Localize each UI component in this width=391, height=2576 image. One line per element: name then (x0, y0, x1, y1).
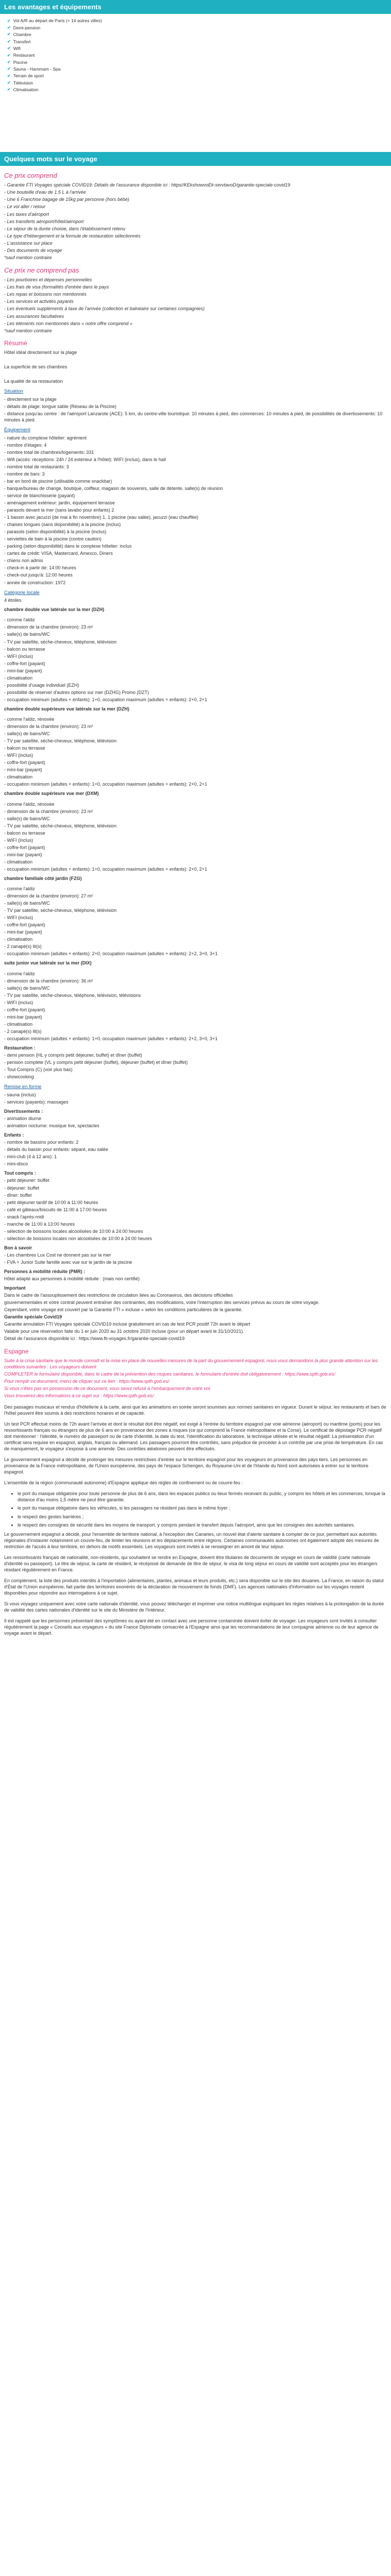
equipement-item: - parking (selon disponibilité) dans le complexe hôtelier: inclus (4, 544, 132, 549)
room-detail: - mini-bar (payant) (4, 767, 42, 773)
equipement-list (4, 435, 387, 586)
room-detail: - dimension de la chambre (environ): 36 m² (4, 978, 93, 984)
room-detail: - coffre-fort (payant) (4, 1007, 45, 1012)
check-icon: ✔ (7, 32, 11, 37)
avantage-label: Climatisation (13, 87, 39, 93)
pmr-text: Hôtel adapté aux personnes à mobilité réduite : (mais non certifié) (4, 1276, 140, 1282)
avantage-item (7, 53, 391, 58)
divertissement-item: - animation nocturne: musique live, spectacles (4, 1123, 100, 1129)
prix-ne-comprend-pas-list (4, 277, 387, 333)
espagne-alert-line: Pour remplir ce document, merci de cliquer sur ce lien : https://www.spth.gob.es/ (4, 1378, 170, 1384)
espagne-alert-line: Suite à la crise sanitaire que le monde connaît et la mise en place de nouvelles mesures de la part du gouvernement espagnol, nous vous demandons la plus grande attention sur les conditions suivantes : Les voyageurs doivent (4, 1358, 378, 1369)
room-detail: - dimension de la chambre (environ): 23 m² (4, 724, 93, 730)
divertissements-heading: Divertissements : (4, 1109, 43, 1114)
comprend-item: *sauf mention contraire (4, 255, 52, 260)
room-detail: - WIFI (inclus) (4, 837, 33, 843)
room-title: suite junior vue latérale sur la mer (DIX) (4, 960, 92, 966)
room-detail: - coffre-fort (payant) (4, 922, 45, 928)
espagne-bullet: • le port du masque obligatoire pour toute personne de plus de 6 ans, dans les espaces publics ou lieux fermés recevant du public, y compris les hôtels et les commerces, lorsque la distance d'au moins 1,5 mètre ne peut être garantie. (18, 1490, 387, 1503)
equipement-item: - chiens non admis (4, 558, 43, 564)
room-detail: - climatisation (4, 675, 33, 681)
espagne-alert-line: COMPLETER le formulaire disponible, dans le cadre de la prévention des risques sanitaires, le formulaire d'entrée doit obligatoirement : https://www.spth.gob.es/ (4, 1371, 335, 1377)
remise-item: - services (payants): massages (4, 1099, 69, 1105)
room-detail: - climatisation (4, 937, 33, 942)
tout-compris-item: - sélection de boissons locales non alcoolisées de 10:00 à 24:00 heures (4, 1235, 152, 1241)
prix-comprend-list (4, 182, 387, 261)
espagne-paragraph: En complément, la liste des produits interdits à l'importation (alimentaires, plantes, animaux et leurs produits, etc.) sera disponible sur le site des douanes. La France, en raison du statut d'État de l'Union européenne, fait partie des territoires exonérés de la déclaration de mouvement de fonds (DMF). Les agences nationales d'information sur les voyages restent disponibles pour répondre aux interrogations à ce sujet. (4, 1578, 384, 1596)
ne-comprend-item: - Les pourboires et dépenses personnelles (4, 277, 92, 283)
divertissements-list (4, 1115, 387, 1129)
avantage-label: Wifi (13, 45, 21, 51)
room-detail: - climatisation (4, 859, 33, 865)
avantage-label: Sauna - Hammam - Spa (13, 66, 61, 72)
room-block (4, 875, 387, 957)
espagne-bullet: • le respect des consignes de sécurité dans les moyens de transport, y compris pendant le transfert depuis l'aéroport, ainsi que les consignes des autorités sanitaires. (18, 1522, 387, 1528)
comprend-item: - Le séjour de la durée choisie, dans l'établissement retenu (4, 226, 125, 231)
comprend-item: - Le vol aller / retour (4, 204, 46, 210)
enfants-heading: Enfants : (4, 1132, 24, 1138)
room-detail: - 2 canapé(s) lit(s) (4, 1028, 42, 1034)
tout-compris-item: - petit déjeuner: buffet (4, 1178, 50, 1183)
espagne-alert-line: Si vous n'êtes pas en possession de ce document, vous serez refusé à l'embarquement de votre vol. (4, 1385, 211, 1391)
avantage-item (7, 46, 391, 52)
restauration-item: - Tout Compris (C) (voir plus bas) (4, 1067, 73, 1073)
room-detail: - coffre-fort (payant) (4, 660, 45, 666)
resume-line: La qualité de sa restauration (4, 378, 63, 384)
room-detail: - WIFI (inclus) (4, 753, 33, 758)
bon-a-savoir-list (4, 1252, 387, 1265)
avantage-label: Transfert (13, 39, 31, 44)
avantage-item (7, 80, 391, 86)
ne-comprend-item: - Les éléments non mentionnés dans « notre offre comprend » (4, 320, 133, 326)
equipement-item: - parasols (selon disponibilité) à la piscine (inclus) (4, 529, 107, 535)
room-detail: - comme l'aldiz (4, 971, 35, 976)
avantage-item (7, 73, 391, 79)
room-title: chambre double supérieure vue mer (DXM) (4, 791, 99, 796)
room-detail: - occupation minimum (adultes + enfants): 1+0, occupation maximum (adultes + enfants): 2+0, 2+1 (4, 866, 207, 872)
restauration-list (4, 1052, 387, 1080)
section-title-avantages: Les avantages et équipements (0, 0, 391, 14)
room-detail: - occupation minimum (adultes + enfants): 1+0, occupation maximum (adultes + enfants): 2+2, 3+0, 3+1 (4, 1036, 218, 1041)
espagne-paragraph: Si vous voyagez uniquement avec votre carte nationale d'identité, vous pouvez télécharger et imprimer une notice multilingue expliquant les règles relatives à la prolongation de la durée de validité des cartes nationales d'identité sur le site du Ministère de l'Intérieur. (4, 1601, 384, 1613)
situation-heading: Situation (4, 388, 23, 394)
equipement-item: - 1 bassin avec jacuzzi (de mai à fin novembre) 1, 1 piscine (eau salée), jacuzzi (eau chauffée) (4, 515, 199, 520)
espagne-paragraph: Les ressortissants français de nationalité, non-résidents, qui souhaitent se rendre en Espagne, doivent être titulaires de documents de voyage en cours de validité (carte nationale d'identité ou passeport). Le titre de séjour, la carte de résident, le récépissé de demande de titre de séjour, le visa de long séjour en cours de validité sont acceptés pour les étrangers résidant régulièrement en France. (4, 1554, 378, 1572)
espagne-bullet: • le port du masque obligatoire dans les véhicules, si les passagers ne résident pas dans le même foyer ; (18, 1505, 387, 1511)
tout-compris-item: - snack l'après-midi (4, 1214, 44, 1219)
check-icon: ✔ (7, 39, 11, 44)
enfants-item: - mini-club (4 à 12 ans): 1 (4, 1154, 57, 1160)
bon-item: - Les chambres Lux Cost ne donnent pas sur la mer (4, 1252, 111, 1258)
equipement-item: - bar en bord de piscine (utilisable comme snackbar) (4, 478, 112, 484)
room-detail: - climatisation (4, 774, 33, 780)
room-detail: - dimension de la chambre (environ): 23 m² (4, 624, 93, 630)
room-detail: - salle(s) de bains/WC (4, 816, 50, 821)
ne-comprend-item: - Les éventuels suppléments à taxe de l'arrivée (collection et balnéaire sur certaines compagnies) (4, 306, 205, 312)
categorie-value: 4 étoiles (4, 598, 22, 603)
avantage-item (7, 66, 391, 72)
resume-heading: Résumé (4, 339, 27, 347)
enfants-item: - détails du bassin pour enfants: séparé, eau salée (4, 1147, 108, 1153)
avantage-item (7, 87, 391, 93)
avantage-label: Piscine (13, 59, 28, 65)
check-icon: ✔ (7, 66, 11, 72)
enfants-list (4, 1139, 387, 1167)
espagne-heading: Espagne (4, 1347, 29, 1355)
comprend-item: - Les taxes d'aéroport (4, 211, 49, 217)
ne-comprend-item: *sauf mention contraire (4, 328, 52, 333)
room-title: chambre double supérieure vue latérale sur la mer (DZH) (4, 706, 129, 711)
resume-line (4, 371, 387, 377)
espagne-paragraph: L'ensemble de la région (communauté autonome) d'Espagne applique des règles de confinement ou de couvre-feu : (4, 1480, 243, 1486)
espagne-paragraph: Le gouvernement espagnol a décidé de prolonger les mesures restrictives d'entrée sur le territoire espagnol pour les voyageurs en provenance des pays tiers. Les personnes en provenance de la France métropolitaine, de l'Union européenne, des pays de l'espace Schengen, du Royaume-Uni et de l'Irlande du Nord sont autorisées à entrer sur le territoire espagnol. (4, 1457, 369, 1475)
section-title-voyage: Quelques mots sur le voyage (0, 152, 391, 166)
avantage-label: Télévision (13, 80, 33, 86)
avantage-label: Chambre (13, 32, 31, 38)
equipement-item: - nombre total de chambres/logements: 331 (4, 449, 94, 455)
important-heading: Important (4, 1285, 26, 1291)
equipement-item: - nombre d'étages: 4 (4, 442, 47, 448)
room-detail: - coffre-fort (payant) (4, 760, 45, 766)
espagne-after (4, 1531, 387, 1637)
room-detail: - TV par satellite, sèche-cheveux, téléphone, télévision, télévisions (4, 992, 141, 998)
pmr-heading: Personnes à mobilité réduite (PMR) : (4, 1269, 86, 1275)
tout-compris-item: - café et gâteaux/biscuits de 11:00 à 17:00 heures (4, 1207, 107, 1212)
room-detail: - mini-bar (payant) (4, 929, 42, 935)
equipement-item: - nature du complexe hôtelier: agrément (4, 435, 87, 440)
room-detail: - TV par satellite, sèche-cheveux, téléphone, télévision (4, 908, 117, 913)
ne-comprend-item: - Les frais de visa (formalités d'entrée dans le pays (4, 284, 109, 290)
espagne-paragraph: Il est rappelé que les personnes présentant des symptômes ou ayant été en contact avec une personne contaminée doivent éviter de voyager. Les voyageurs sont invités à consulter régulièrement la page « Conseils aux voyageurs » du site France Diplomatie consacrée à l'Espagne ainsi que les recommandations de leur compagnie aérienne ou de leur agence de voyage avant le départ. (4, 1618, 379, 1636)
restauration-heading: Restauration : (4, 1045, 36, 1050)
equipement-item: - serviettes de bain à la piscine (contre caution) (4, 536, 102, 542)
room-detail: - comme l'aldiz (4, 617, 35, 623)
ne-comprend-item: - Les repas et boissons non mentionnés (4, 292, 87, 297)
check-icon: ✔ (7, 87, 11, 92)
room-detail: - salle(s) de bains/WC (4, 632, 50, 637)
room-block (4, 960, 387, 1042)
equipement-item: - Wifi (accès: réceptions: 24h / 24 extérieur à l'hôtel): WIFI (inclus), dans le hall (4, 456, 166, 462)
avantage-label: Terrain de sport (13, 73, 44, 79)
important-item: Valable pour une réservation faite du 1 er juin 2020 au 31 octobre 2020 incluse (pour un départ avant le 31/10/2021). (4, 1329, 245, 1334)
equipement-heading: Équipement (4, 427, 30, 433)
room-detail: - salle(s) de bains/WC (4, 731, 50, 737)
room-detail: - possibilité d'usage individuel (EZH) (4, 682, 79, 688)
room-detail: - mini-bar (payant) (4, 1014, 42, 1020)
room-detail: - WIFI (inclus) (4, 999, 33, 1005)
prix-comprend-heading: Ce prix comprend (4, 171, 57, 179)
check-icon: ✔ (7, 59, 11, 64)
equipement-item: - année de construction: 1972 (4, 580, 66, 585)
important-item: Détail de l'assurance disponible ici : https://www.fti-voyages.fr/garantie-speciale-covid19 (4, 1336, 185, 1342)
tout-compris-item: - manche de 11:00 à 13:00 heures (4, 1221, 75, 1227)
important-item: gouvernementales et votre contrat peuvent entraîner des contraintes, des modifications, voire l'interruption des services prévus au cours de votre voyage. (4, 1300, 320, 1306)
room-title: chambre familiale côté jardin (FZG) (4, 875, 82, 881)
bon-a-savoir-heading: Bon à savoir (4, 1245, 32, 1250)
comprend-item: - Une bouteille d'eau de 1.5 L à l'arrivée (4, 190, 86, 195)
comprend-item: - Les transferts aéroport/hôtel/aéroport (4, 218, 84, 224)
espagne-bullets (4, 1490, 387, 1528)
comprend-item: - Une 6 Franchise bagage de 15kg par personne (hors bébé) (4, 197, 129, 202)
room-detail: - balcon ou terrasse (4, 745, 45, 751)
equipement-item: - chaises longues (sans disponibilité) à la piscine (inclus) (4, 522, 121, 528)
room-block (4, 606, 387, 703)
avantage-item (7, 39, 391, 45)
room-detail: - comme l'aldiz, rénovée (4, 716, 55, 722)
check-icon: ✔ (7, 25, 11, 30)
tout-compris-item: - déjeuner: buffet (4, 1185, 39, 1191)
comprend-item: - Des documents de voyage (4, 247, 62, 253)
situation-item: - détails de plage: longue sable (Réseau de la Piscine) (4, 403, 117, 409)
rooms (4, 606, 387, 1042)
enfants-item: - mini-disco (4, 1161, 28, 1167)
room-title: chambre double vue latérale sur la mer (DZH) (4, 607, 105, 613)
avantage-label: Restaurant (13, 53, 35, 58)
situation-list (4, 396, 387, 423)
important-item: Cependant, votre voyage est couvert par la Garantie FTI « incluse » selon les conditions particulières de la garantie. (4, 1307, 243, 1313)
tout-compris-item: - petit déjeuner tardif de 10:00 à 11:00 heures (4, 1199, 98, 1205)
check-icon: ✔ (7, 18, 11, 23)
room-detail: - occupation minimum (adultes + enfants): 2+0, occupation maximum (adultes + enfants): 2+2, 3+0, 3+1 (4, 951, 218, 957)
equipement-item: - nombre de bars: 3 (4, 471, 45, 477)
espagne-text (4, 1404, 387, 1486)
equipement-item: - check-out jusqu'à: 12:00 heures (4, 572, 73, 578)
room-detail: - balcon ou terrasse (4, 646, 45, 652)
espagne-paragraph: Des passages musicaux et rendus d'hôtellerie à la carte, ainsi que les animations en soirée seront soumises aux normes sanitaires en vigueur. Durant le séjour, les restaurants et bars de l'hôtel peuvent être soumis à des restrictions horaires et de capacité. (4, 1404, 386, 1416)
situation-item: - distance jusqu'au centre : de l'aéroport Lanzarote (ACE): 5 km, du centre-ville touristique: 10 minutes à pied, des commerces: 10 minutes à pied, de possibilités de divertissements: 10 minutes à pied. (4, 411, 383, 422)
equipement-item: - parasols devant la mer (sans lavabo pour enfants) 2 (4, 507, 115, 513)
room-detail: - 2 canapé(s) lit(s) (4, 944, 42, 950)
remise-item: - sauna (inclus) (4, 1092, 36, 1097)
restauration-item: - pension complète (VL y compris petit déjeuner (buffet), déjeuner (buffet) et dîner (buffet) (4, 1060, 188, 1065)
room-detail: - salle(s) de bains/WC (4, 901, 50, 906)
important-item: Dans le cadre de l'assouplissement des restrictions de circulation liées au Coronavirus, des décisions officielles (4, 1293, 233, 1298)
important-item: Garantie annulation FTI Voyages spéciale COVID19 incluse gratuitement en cas de test PCR positif 72h avant le départ (4, 1321, 250, 1327)
room-detail: - coffre-fort (payant) (4, 844, 45, 850)
room-detail: - occupation minimum (adultes + enfants): 1+0, occupation maximum (adultes + enfants): 2+0, 2+1 (4, 782, 207, 787)
section-avantages (0, 0, 391, 93)
avantage-item (7, 25, 391, 31)
avantage-label: Demi-pension (13, 25, 41, 30)
check-icon: ✔ (7, 53, 11, 58)
room-detail: - TV par satellite, sèche-cheveux, téléphone, télévision (4, 639, 117, 645)
resume-line (4, 357, 387, 363)
resume-line: Hôtel idéal directement sur la plage (4, 349, 77, 355)
remise-en-forme-heading: Remise en forme (4, 1084, 42, 1090)
room-detail: - comme l'aldiz, rénovée (4, 801, 55, 807)
check-icon: ✔ (7, 73, 11, 78)
room-detail: - TV par satellite, sèche-cheveux, téléphone, télévision (4, 823, 117, 828)
room-block (4, 790, 387, 872)
room-detail: - salle(s) de bains/WC (4, 985, 50, 991)
tout-compris-item: - sélection de boissons locales alcoolisées de 10:00 à 24:00 heures (4, 1228, 143, 1234)
remise-en-forme-list (4, 1092, 387, 1105)
avantage-item (7, 18, 391, 24)
tout-compris-heading: Tout compris : (4, 1171, 36, 1176)
tout-compris-list (4, 1177, 387, 1241)
avantages-list (0, 18, 391, 93)
room-detail: - mini-bar (payant) (4, 852, 42, 857)
equipement-item: - nombre total de restaurants: 3 (4, 464, 69, 469)
restauration-item: - demi pension (HL y compris petit déjeuner, buffet) et dîner (buffet) (4, 1053, 142, 1058)
room-detail: - dimension de la chambre (environ): 27 m² (4, 893, 93, 899)
espagne-alert-line: Vous trouverez des informations à ce sujet sur : https://www.spth.gob.es/ (4, 1393, 154, 1398)
room-detail: - mini-bar (payant) (4, 668, 42, 673)
ne-comprend-item: - Les services et activités payants (4, 299, 74, 304)
room-block (4, 706, 387, 788)
espagne-paragraph: Le gouvernement espagnol a décidé, pour l'ensemble de territoire national, à l'exception des Canaries, un nouvel état d'alerte sanitaire à compter de ce jour, permettant aux autorités régionales d'instaurer notamment un couvre-feu, de limiter les réunions et les déplacements entre régions. Certaines communautés autonomes ont également adopté des mesures de restriction de l'accès à leur territoire, en dehors de motifs essentiels. Les voyageurs sont invités à se renseigner en amont de leur séjour. (4, 1531, 379, 1549)
comprend-item: - L'assistance sur place (4, 240, 53, 246)
room-detail: - climatisation (4, 1021, 33, 1027)
room-detail: - WIFI (inclus) (4, 915, 33, 921)
enfants-item: - nombre de bassins pour enfants: 2 (4, 1140, 79, 1145)
bon-item: - FVA + Junior Suite famille avec vue sur le jardin de la piscine (4, 1259, 133, 1265)
comprend-item: - Le type d'hébergement et la formule de restauration sélectionnés (4, 233, 141, 239)
equipement-item: - banque/bureau de change, boutique, coiffeur, magasin de souvenirs, salle de détente, salle(s) de réunion (4, 485, 223, 491)
tout-compris-item: - dîner: buffet (4, 1192, 32, 1198)
equipement-item: - cartes de crédit: VISA, Mastercard, Amexco, Diners (4, 551, 113, 556)
check-icon: ✔ (7, 80, 11, 86)
restauration-item: - showcooking (4, 1074, 34, 1080)
room-detail: - comme l'aldiz (4, 886, 35, 892)
categorie-heading: Catégorie locale (4, 589, 40, 596)
voyage-content (0, 171, 391, 1636)
prix-ne-comprend-pas-heading: Ce prix ne comprend pas (4, 266, 79, 274)
room-detail: - dimension de la chambre (environ): 23 m² (4, 808, 93, 814)
espagne-paragraph: Un test PCR effectué moins de 72h avant l'arrivée et dont le résultat doit être négatif, est exigé à l'entrée du territoire espagnol par voie aérienne (aéroport) ou maritime (ports) pour les ressortissants français ou étrangers de plus de 6 ans en provenance des zones à risques (ce qui comprend la France métropolitaine et la Corse). Le certificat de dépistage PCR négatif doit mentionner : l'identité, le numéro de passeport ou de carte d'identité, la date du test, l'identification du laboratoire, la technique utilisée et le résultat négatif. La présentation d'un certificat sera requise en espagnol, anglais, français ou allemand. Les passagers pourront être contrôlés, sans préjudice de procéder à un contrôle par une prise de température. En cas de manquement, le voyageur s'expose à une amende. Des contrôles aléatoires peuvent être effectués. (4, 1421, 383, 1452)
room-detail: - occupation minimum (adultes + enfants): 1+0, occupation maximum (adultes + enfants): 2+0, 2+1 (4, 697, 207, 702)
important-item: Garantie spéciale Covid19 (4, 1314, 62, 1320)
ne-comprend-item: - Les assurances facultatives (4, 313, 64, 319)
resume-line: La superficie de ses chambres (4, 364, 68, 369)
avantage-item (7, 32, 391, 38)
room-detail: - WIFI (inclus) (4, 653, 33, 659)
room-detail: - TV par satellite, sèche-cheveux, téléphone, télévision (4, 738, 117, 744)
espagne-pink-list (4, 1358, 387, 1399)
resume-list (4, 349, 387, 384)
situation-item: - directement sur la plage (4, 396, 57, 402)
important-list (4, 1292, 387, 1342)
room-detail: - balcon ou terrasse (4, 830, 45, 836)
divertissement-item: - animation diurne (4, 1116, 42, 1122)
comprend-item: - Garantie FTI Voyages spéciale COVID19: Détails de l'assurance disponible ici : https//KEkshowvoEk-servtavoD/garantie-speciale-covid19 (4, 182, 290, 188)
equipement-item: - service de blanchisserie (payant) (4, 493, 75, 498)
check-icon: ✔ (7, 46, 11, 51)
avantage-item (7, 60, 391, 65)
equipement-item: - aménagement extérieur: jardin, équipement terrasse (4, 500, 115, 505)
avantage-label: Vol A/R au départ de Paris (+ 14 autres villes) (13, 18, 102, 24)
espagne-bullet: • le respect des gestes barrières ; (18, 1514, 387, 1520)
equipement-item: - check-in à partir de: 14:00 heures (4, 565, 76, 571)
room-detail: - possibilité de réserver d'autres options sur mer (DZHG) Promo (DZT) (4, 689, 149, 695)
